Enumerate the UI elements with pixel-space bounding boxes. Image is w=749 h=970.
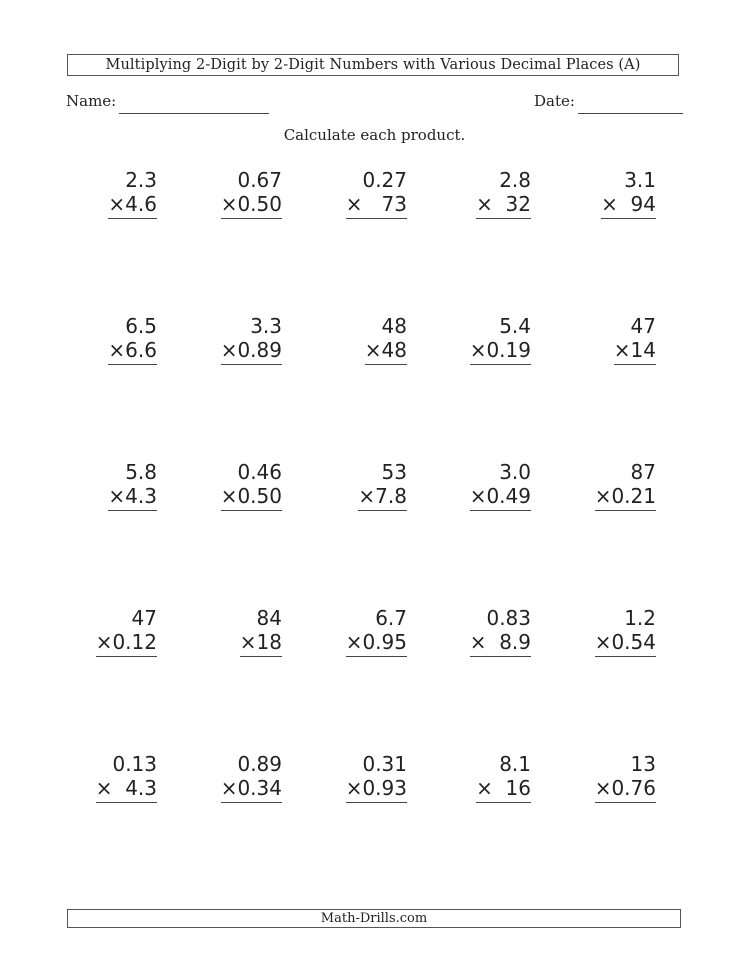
multiplier: ×7.8 xyxy=(358,484,407,511)
multiplicand: 6.5 xyxy=(125,314,157,338)
problem-5-1 xyxy=(37,752,157,803)
multiplicand: 87 xyxy=(630,460,656,484)
problem-5-5 xyxy=(536,752,656,803)
problem-2-2 xyxy=(162,314,282,365)
multiplier: ×48 xyxy=(365,338,407,365)
multiplicand: 0.83 xyxy=(486,606,531,630)
multiplier: ×0.50 xyxy=(221,484,282,511)
multiplier: ×4.6 xyxy=(108,192,157,219)
multiplier: ×0.19 xyxy=(470,338,531,365)
multiplicand: 47 xyxy=(131,606,157,630)
problem-2-3 xyxy=(287,314,407,365)
problem-2-1 xyxy=(37,314,157,365)
footer: Math-Drills.com xyxy=(67,909,681,928)
multiplier: ×0.95 xyxy=(346,630,407,657)
multiplier: ×0.49 xyxy=(470,484,531,511)
multiplier: ×0.12 xyxy=(96,630,157,657)
multiplier: × 8.9 xyxy=(470,630,531,657)
problem-5-3 xyxy=(287,752,407,803)
date-line xyxy=(578,113,683,114)
multiplicand: 53 xyxy=(381,460,407,484)
multiplier: ×0.34 xyxy=(221,776,282,803)
multiplicand: 3.3 xyxy=(250,314,282,338)
problem-4-2 xyxy=(162,606,282,657)
multiplicand: 5.8 xyxy=(125,460,157,484)
problem-4-4 xyxy=(411,606,531,657)
multiplier: ×4.3 xyxy=(108,484,157,511)
multiplier: ×6.6 xyxy=(108,338,157,365)
multiplicand: 2.3 xyxy=(125,168,157,192)
multiplicand: 3.1 xyxy=(624,168,656,192)
multiplier: × 73 xyxy=(346,192,407,219)
problem-3-2 xyxy=(162,460,282,511)
worksheet-title: Multiplying 2-Digit by 2-Digit Numbers with Various Decimal Places (A) xyxy=(67,54,679,76)
multiplier: ×14 xyxy=(614,338,656,365)
multiplicand: 0.27 xyxy=(362,168,407,192)
problem-1-4 xyxy=(411,168,531,219)
multiplier: ×0.54 xyxy=(595,630,656,657)
problem-5-2 xyxy=(162,752,282,803)
multiplicand: 5.4 xyxy=(499,314,531,338)
multiplier: ×0.93 xyxy=(346,776,407,803)
problem-1-5 xyxy=(536,168,656,219)
multiplicand: 47 xyxy=(630,314,656,338)
problem-3-5 xyxy=(536,460,656,511)
multiplicand: 0.31 xyxy=(362,752,407,776)
instructions: Calculate each product. xyxy=(283,126,466,144)
multiplier: × 32 xyxy=(476,192,531,219)
problem-4-3 xyxy=(287,606,407,657)
problem-1-3 xyxy=(287,168,407,219)
multiplicand: 2.8 xyxy=(499,168,531,192)
problem-4-1 xyxy=(37,606,157,657)
problem-3-1 xyxy=(37,460,157,511)
multiplicand: 13 xyxy=(630,752,656,776)
problem-1-1 xyxy=(37,168,157,219)
multiplicand: 84 xyxy=(256,606,282,630)
multiplier: ×0.89 xyxy=(221,338,282,365)
name-label: Name: xyxy=(66,92,117,110)
problem-2-4 xyxy=(411,314,531,365)
problem-4-5 xyxy=(536,606,656,657)
multiplier: × 16 xyxy=(476,776,531,803)
multiplier: × 94 xyxy=(601,192,656,219)
multiplicand: 48 xyxy=(381,314,407,338)
date-label: Date: xyxy=(534,92,575,110)
problem-1-2 xyxy=(162,168,282,219)
multiplicand: 0.13 xyxy=(112,752,157,776)
multiplier: ×18 xyxy=(240,630,282,657)
problem-2-5 xyxy=(536,314,656,365)
problem-3-3 xyxy=(287,460,407,511)
multiplicand: 8.1 xyxy=(499,752,531,776)
multiplicand: 6.7 xyxy=(375,606,407,630)
problem-5-4 xyxy=(411,752,531,803)
multiplier: ×0.21 xyxy=(595,484,656,511)
name-line xyxy=(119,113,269,114)
problem-3-4 xyxy=(411,460,531,511)
multiplicand: 3.0 xyxy=(499,460,531,484)
multiplicand: 0.89 xyxy=(237,752,282,776)
multiplicand: 1.2 xyxy=(624,606,656,630)
multiplicand: 0.67 xyxy=(237,168,282,192)
multiplicand: 0.46 xyxy=(237,460,282,484)
multiplier: × 4.3 xyxy=(96,776,157,803)
multiplier: ×0.76 xyxy=(595,776,656,803)
multiplier: ×0.50 xyxy=(221,192,282,219)
